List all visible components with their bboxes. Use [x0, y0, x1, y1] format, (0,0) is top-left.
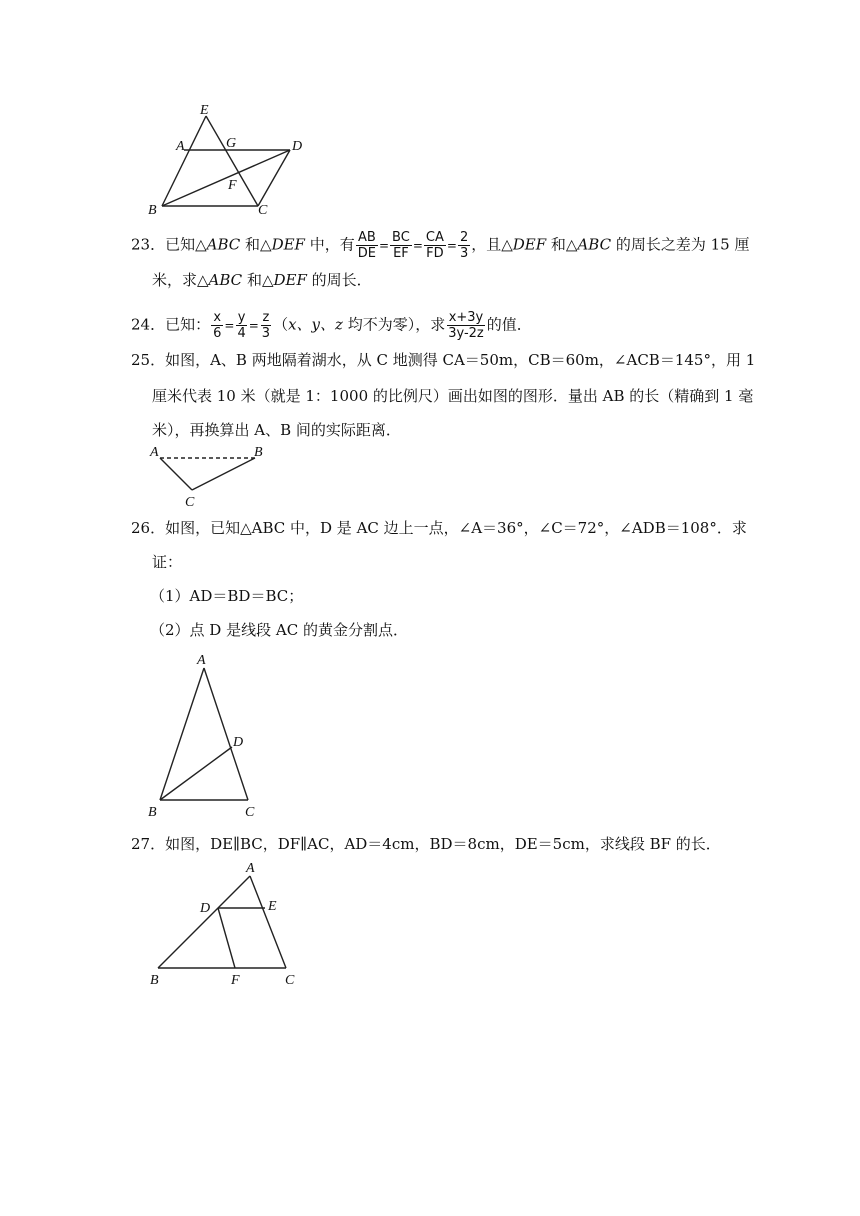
fraction-bc-ef: $\frac{BC}{EF}$	[392, 230, 410, 261]
line-EB	[162, 116, 206, 206]
line-DC	[258, 150, 290, 206]
question-26-line-3: （1）AD＝BD＝BC；	[150, 587, 304, 605]
figure-q26	[140, 648, 270, 820]
fraction-y-4: $\frac{y}{4}$	[237, 310, 246, 341]
figure-q22	[140, 100, 315, 220]
fraction-ab-de: $\frac{AB}{DE}$	[357, 230, 376, 261]
label-A: A	[150, 445, 159, 460]
fraction-z-3: $\frac{z}{3}$	[261, 310, 271, 341]
label-E: E	[268, 899, 277, 914]
label-F: F	[228, 178, 237, 193]
line-AB	[158, 876, 250, 968]
label-A: A	[176, 139, 185, 154]
label-B: B	[254, 445, 263, 460]
line-CB	[192, 458, 255, 490]
question-23-line-1: 23．已知△ABC 和△DEF 中，有 $\frac{AB}{DE}$ = $\frac{BC}{EF}$ = $\frac{CA}{FD}$ = $\frac{2}{3}$ ，且△DEF 和△ABC 的周长之差为 15 厘	[131, 230, 750, 261]
label-E: E	[200, 103, 209, 118]
label-C: C	[258, 203, 268, 218]
question-25-line-3: 米），再换算出 A、B 间的实际距离．	[152, 421, 401, 439]
line-DF	[218, 908, 235, 968]
label-D: D	[200, 901, 211, 916]
fraction-x-6: $\frac{x}{6}$	[213, 310, 222, 341]
fraction-ca-fd: $\frac{CA}{FD}$	[425, 230, 444, 261]
label-A: A	[246, 861, 255, 876]
question-number: 23．	[131, 235, 166, 254]
line-BD	[160, 747, 232, 800]
question-27-line-1: 27．如图，DE∥BC，DF∥AC，AD＝4cm，BD＝8cm，DE＝5cm，求线段 BF 的长．	[131, 835, 721, 853]
question-23-line-2: 米，求△ABC 和△DEF 的周长．	[152, 271, 372, 289]
line-AB	[160, 668, 204, 800]
label-C: C	[245, 805, 255, 820]
fraction-expression: $\frac{x+3y}{3y-2z}$	[448, 310, 484, 341]
figure-q25	[140, 440, 270, 510]
line-AC	[160, 458, 192, 490]
line-BD	[162, 150, 290, 206]
label-D: D	[292, 139, 303, 154]
question-number: 26．	[131, 519, 166, 537]
question-26-line-2: 证：	[152, 553, 183, 571]
label-G: G	[226, 136, 237, 151]
question-25-line-1: 25．如图，A、B 两地隔着湖水，从 C 地测得 CA＝50m，CB＝60m，∠ACB＝145°，用 1	[131, 351, 756, 369]
label-A: A	[197, 653, 206, 668]
label-B: B	[148, 805, 157, 820]
question-number: 27．	[131, 835, 166, 853]
label-F: F	[231, 973, 240, 988]
question-24-line-1: 24．已知： $\frac{x}{6}$ = $\frac{y}{4}$ = $\frac{z}{3}$ （x、y、z 均不为零），求 $\frac{x+3y}{3y-2z}$ 的值．	[131, 310, 532, 341]
question-number: 25．	[131, 351, 166, 369]
question-26-line-1: 26．如图，已知△ABC 中，D 是 AC 边上一点，∠A＝36°，∠C＝72°，∠ADB＝108°．求	[131, 519, 747, 537]
label-C: C	[185, 495, 195, 510]
line-AC	[204, 668, 248, 800]
question-26-line-4: （2）点 D 是线段 AC 的黄金分割点．	[150, 621, 408, 639]
label-B: B	[150, 973, 159, 988]
figure-q27	[140, 858, 310, 990]
line-AC	[250, 876, 286, 968]
question-25-line-2: 厘米代表 10 米（就是 1：1000 的比例尺）画出如图的图形．量出 AB 的长（精确到 1 毫	[152, 387, 754, 405]
label-C: C	[285, 973, 295, 988]
label-D: D	[233, 735, 244, 750]
fraction-2-3: $\frac{2}{3}$	[459, 230, 469, 261]
label-B: B	[148, 203, 157, 218]
question-number: 24．	[131, 315, 166, 334]
